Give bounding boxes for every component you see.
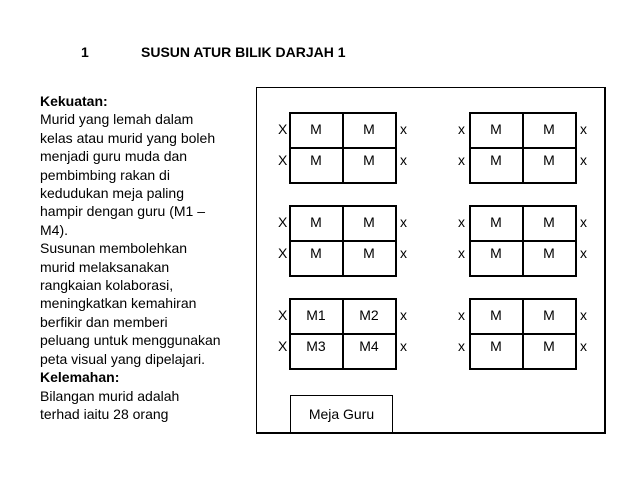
desk-divider — [342, 300, 344, 368]
student-seat: M1 — [306, 307, 326, 323]
student-seat: M — [490, 307, 502, 323]
seat-mark-left: X — [278, 214, 288, 230]
seat-mark-left: x — [458, 338, 465, 354]
seat-mark-left: X — [278, 338, 288, 354]
seat-mark-left: X — [278, 121, 288, 137]
strengths-line: meningkatkan kemahiran — [40, 295, 197, 312]
section-title: SUSUN ATUR BILIK DARJAH 1 — [141, 44, 346, 60]
strengths-line: menjadi guru muda dan — [40, 148, 188, 165]
student-seat: M — [543, 214, 555, 230]
student-seat: M — [490, 121, 502, 137]
teacher-desk: Meja Guru — [290, 395, 393, 433]
student-seat: M — [543, 152, 555, 168]
seat-mark-right: x — [580, 245, 587, 261]
strengths-line: hampir dengan guru (M1 – — [40, 203, 205, 220]
seat-mark-right: x — [400, 121, 407, 137]
student-seat: M — [363, 214, 375, 230]
student-seat: M — [310, 121, 322, 137]
strengths-line: murid melaksanakan — [40, 258, 170, 275]
strengths-line: pembimbing rakan di — [40, 166, 170, 183]
student-seat: M2 — [359, 307, 379, 323]
seat-mark-right: x — [400, 307, 407, 323]
seat-mark-right: x — [580, 121, 587, 137]
strengths-line: M4). — [40, 221, 68, 238]
strengths-line: berfikir dan memberi — [40, 313, 168, 330]
student-seat: M — [543, 338, 555, 354]
weakness-label: Kelemahan: — [40, 369, 120, 386]
seat-mark-right: x — [580, 338, 587, 354]
desk-divider — [342, 114, 344, 182]
strengths-line: kelas atau murid yang boleh — [40, 129, 216, 146]
strengths-line: peta visual yang dipelajari. — [40, 350, 205, 367]
seat-mark-right: x — [580, 214, 587, 230]
student-seat: M — [490, 152, 502, 168]
seat-mark-left: x — [458, 307, 465, 323]
description-text — [40, 92, 250, 423]
seat-mark-left: X — [278, 307, 288, 323]
seat-mark-left: X — [278, 152, 288, 168]
student-seat: M — [363, 152, 375, 168]
seat-mark-right: x — [580, 307, 587, 323]
student-seat: M3 — [306, 338, 326, 354]
section-number: 1 — [81, 44, 89, 60]
desk-divider — [522, 114, 524, 182]
strengths-line: Susunan membolehkan — [40, 240, 188, 257]
desk-divider — [522, 207, 524, 275]
seat-mark-right: x — [400, 245, 407, 261]
strengths-line: Murid yang lemah dalam — [40, 111, 194, 128]
student-seat: M — [310, 245, 322, 261]
strengths-line: kedudukan meja paling — [40, 185, 184, 202]
desk-divider — [342, 207, 344, 275]
seat-mark-right: x — [400, 214, 407, 230]
student-seat: M — [363, 245, 375, 261]
student-seat: M — [490, 214, 502, 230]
student-seat: M — [543, 245, 555, 261]
student-seat: M — [363, 121, 375, 137]
student-seat: M — [310, 152, 322, 168]
seat-mark-right: x — [580, 152, 587, 168]
seat-mark-left: X — [278, 245, 288, 261]
seat-mark-right: x — [400, 152, 407, 168]
seat-mark-left: x — [458, 152, 465, 168]
student-seat: M — [310, 214, 322, 230]
student-seat: M — [490, 245, 502, 261]
seat-mark-left: x — [458, 245, 465, 261]
strengths-label: Kekuatan: — [40, 93, 108, 109]
student-seat: M — [543, 121, 555, 137]
student-seat: M4 — [359, 338, 379, 354]
student-seat: M — [490, 338, 502, 354]
student-seat: M — [543, 307, 555, 323]
weakness-line: Bilangan murid adalah — [40, 387, 180, 404]
strengths-line: rangkaian kolaborasi, — [40, 277, 174, 294]
seat-mark-left: x — [458, 121, 465, 137]
seat-mark-right: x — [400, 338, 407, 354]
strengths-line: peluang untuk menggunakan — [40, 332, 221, 349]
seat-mark-left: x — [458, 214, 465, 230]
weakness-line: terhad iaitu 28 orang — [40, 405, 169, 422]
desk-divider — [522, 300, 524, 368]
